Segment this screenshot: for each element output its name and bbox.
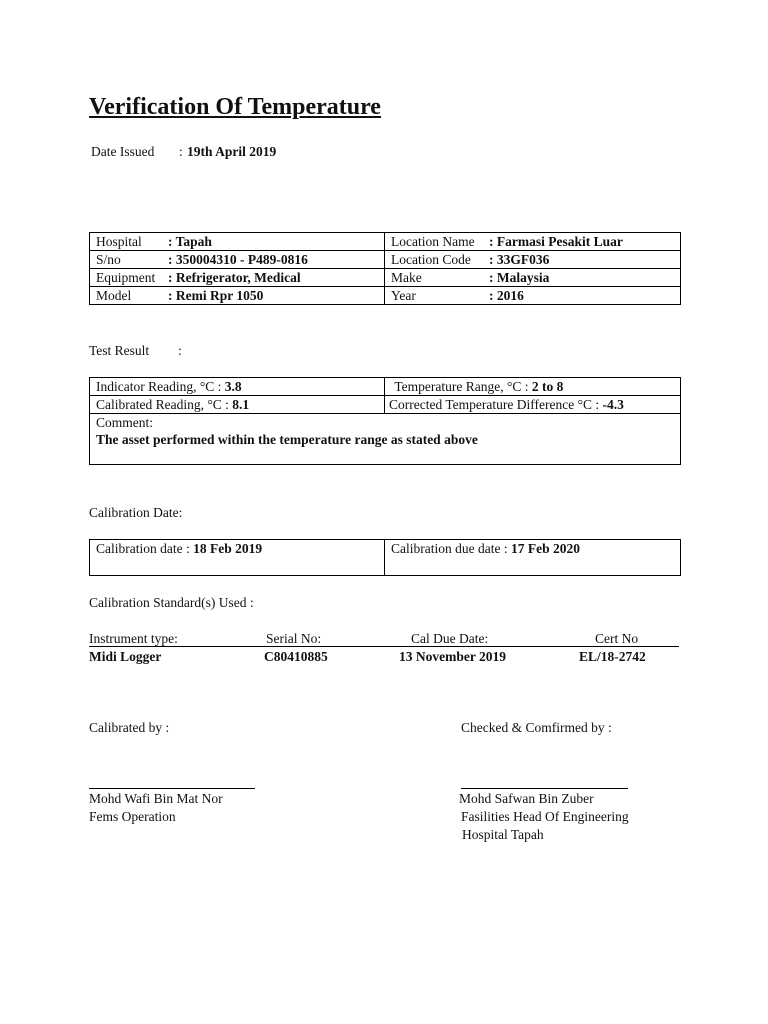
- standards-header-instrument: Instrument type:: [89, 631, 178, 646]
- comment-label: Comment:: [96, 415, 153, 430]
- make-value: : Malaysia: [489, 270, 550, 285]
- equipment-info-table: [89, 232, 681, 305]
- indicator-cell: [90, 378, 385, 396]
- make-cell: [385, 269, 681, 287]
- date-issued-label: Date Issued: [91, 144, 155, 159]
- range-value: 2 to 8: [531, 379, 564, 394]
- hospital-value: : Tapah: [168, 234, 212, 249]
- hospital-label: Hospital: [96, 234, 142, 249]
- equipment-value: : Refrigerator, Medical: [168, 270, 301, 285]
- serial-cell: [90, 251, 385, 269]
- year-label: Year: [391, 288, 416, 303]
- model-label: Model: [96, 288, 132, 303]
- year-cell: [385, 287, 681, 305]
- right-signatory-role: Fasilities Head Of Engineering: [461, 809, 629, 824]
- calibration-date-value: 18 Feb 2019: [193, 541, 263, 556]
- equipment-label: Equipment: [96, 270, 156, 285]
- standards-header-cert: Cert No: [595, 631, 639, 646]
- year-value: : 2016: [489, 288, 524, 303]
- checked-by-label: Checked & Comfirmed by :: [461, 720, 612, 735]
- location-name-value: : Farmasi Pesakit Luar: [489, 234, 623, 249]
- corrected-label: Corrected Temperature Difference °C :: [389, 397, 600, 412]
- right-signature-line: [461, 788, 628, 789]
- equipment-cell: [90, 269, 385, 287]
- right-signatory-org: Hospital Tapah: [462, 827, 544, 842]
- location-code-cell: [385, 251, 681, 269]
- test-result-label: Test Result: [89, 343, 150, 358]
- calibration-due-value: 17 Feb 2020: [510, 541, 580, 556]
- calibrated-cell: [90, 396, 385, 414]
- table-row: [90, 396, 681, 414]
- model-cell: [90, 287, 385, 305]
- standards-heading: Calibration Standard(s) Used :: [89, 595, 254, 610]
- table-row: [90, 251, 681, 269]
- table-row: [90, 233, 681, 251]
- date-issued-value: 19th April 2019: [187, 144, 277, 159]
- location-code-label: Location Code: [391, 252, 471, 267]
- range-label: Temperature Range, °C :: [394, 379, 529, 394]
- table-row: [90, 378, 681, 396]
- left-signatory-name: Mohd Wafi Bin Mat Nor: [89, 791, 223, 806]
- standards-header-serial: Serial No:: [266, 631, 322, 646]
- standards-cert-value: EL/18-2742: [579, 649, 646, 664]
- hospital-cell: [90, 233, 385, 251]
- location-name-label: Location Name: [391, 234, 475, 249]
- calibrated-by-label: Calibrated by :: [89, 720, 170, 735]
- location-name-cell: [385, 233, 681, 251]
- location-code-value: : 33GF036: [489, 252, 550, 267]
- table-row: [90, 540, 681, 576]
- standards-serial-value: C80410885: [264, 649, 328, 664]
- comment-cell: [90, 414, 681, 465]
- serial-label: S/no: [96, 252, 121, 267]
- calibration-due-cell: [385, 540, 681, 576]
- right-signatory-name: Mohd Safwan Bin Zuber: [459, 791, 594, 806]
- standards-header-cal-due: Cal Due Date:: [411, 631, 489, 646]
- model-value: : Remi Rpr 1050: [168, 288, 264, 303]
- make-label: Make: [391, 270, 422, 285]
- calibration-date-label: Calibration date :: [96, 541, 190, 556]
- calibration-due-label: Calibration due date :: [391, 541, 508, 556]
- range-cell: [385, 378, 681, 396]
- calibration-date-table: [89, 539, 681, 576]
- left-signature-line: [89, 788, 255, 789]
- page-title: Verification Of Temperature: [89, 94, 381, 120]
- left-signatory-role: Fems Operation: [89, 809, 176, 824]
- calibration-date-cell: [90, 540, 385, 576]
- table-row: [90, 287, 681, 305]
- serial-value: : 350004310 - P489-0816: [168, 252, 308, 267]
- test-result-table: [89, 377, 681, 465]
- table-row: [90, 414, 681, 465]
- standards-instrument-value: Midi Logger: [89, 649, 162, 664]
- calibrated-value: 8.1: [232, 397, 250, 412]
- corrected-value: -4.3: [602, 397, 624, 412]
- indicator-label: Indicator Reading, °C :: [96, 379, 222, 394]
- comment-text: The asset performed within the temperature range as stated above: [96, 432, 478, 447]
- standards-cal-due-value: 13 November 2019: [399, 649, 506, 664]
- corrected-cell: [385, 396, 681, 414]
- calibration-date-heading: Calibration Date:: [89, 505, 183, 520]
- calibrated-label: Calibrated Reading, °C :: [96, 397, 229, 412]
- date-issued-sep: :: [179, 144, 183, 159]
- table-row: [90, 269, 681, 287]
- test-result-sep: :: [178, 343, 182, 358]
- indicator-value: 3.8: [224, 379, 242, 394]
